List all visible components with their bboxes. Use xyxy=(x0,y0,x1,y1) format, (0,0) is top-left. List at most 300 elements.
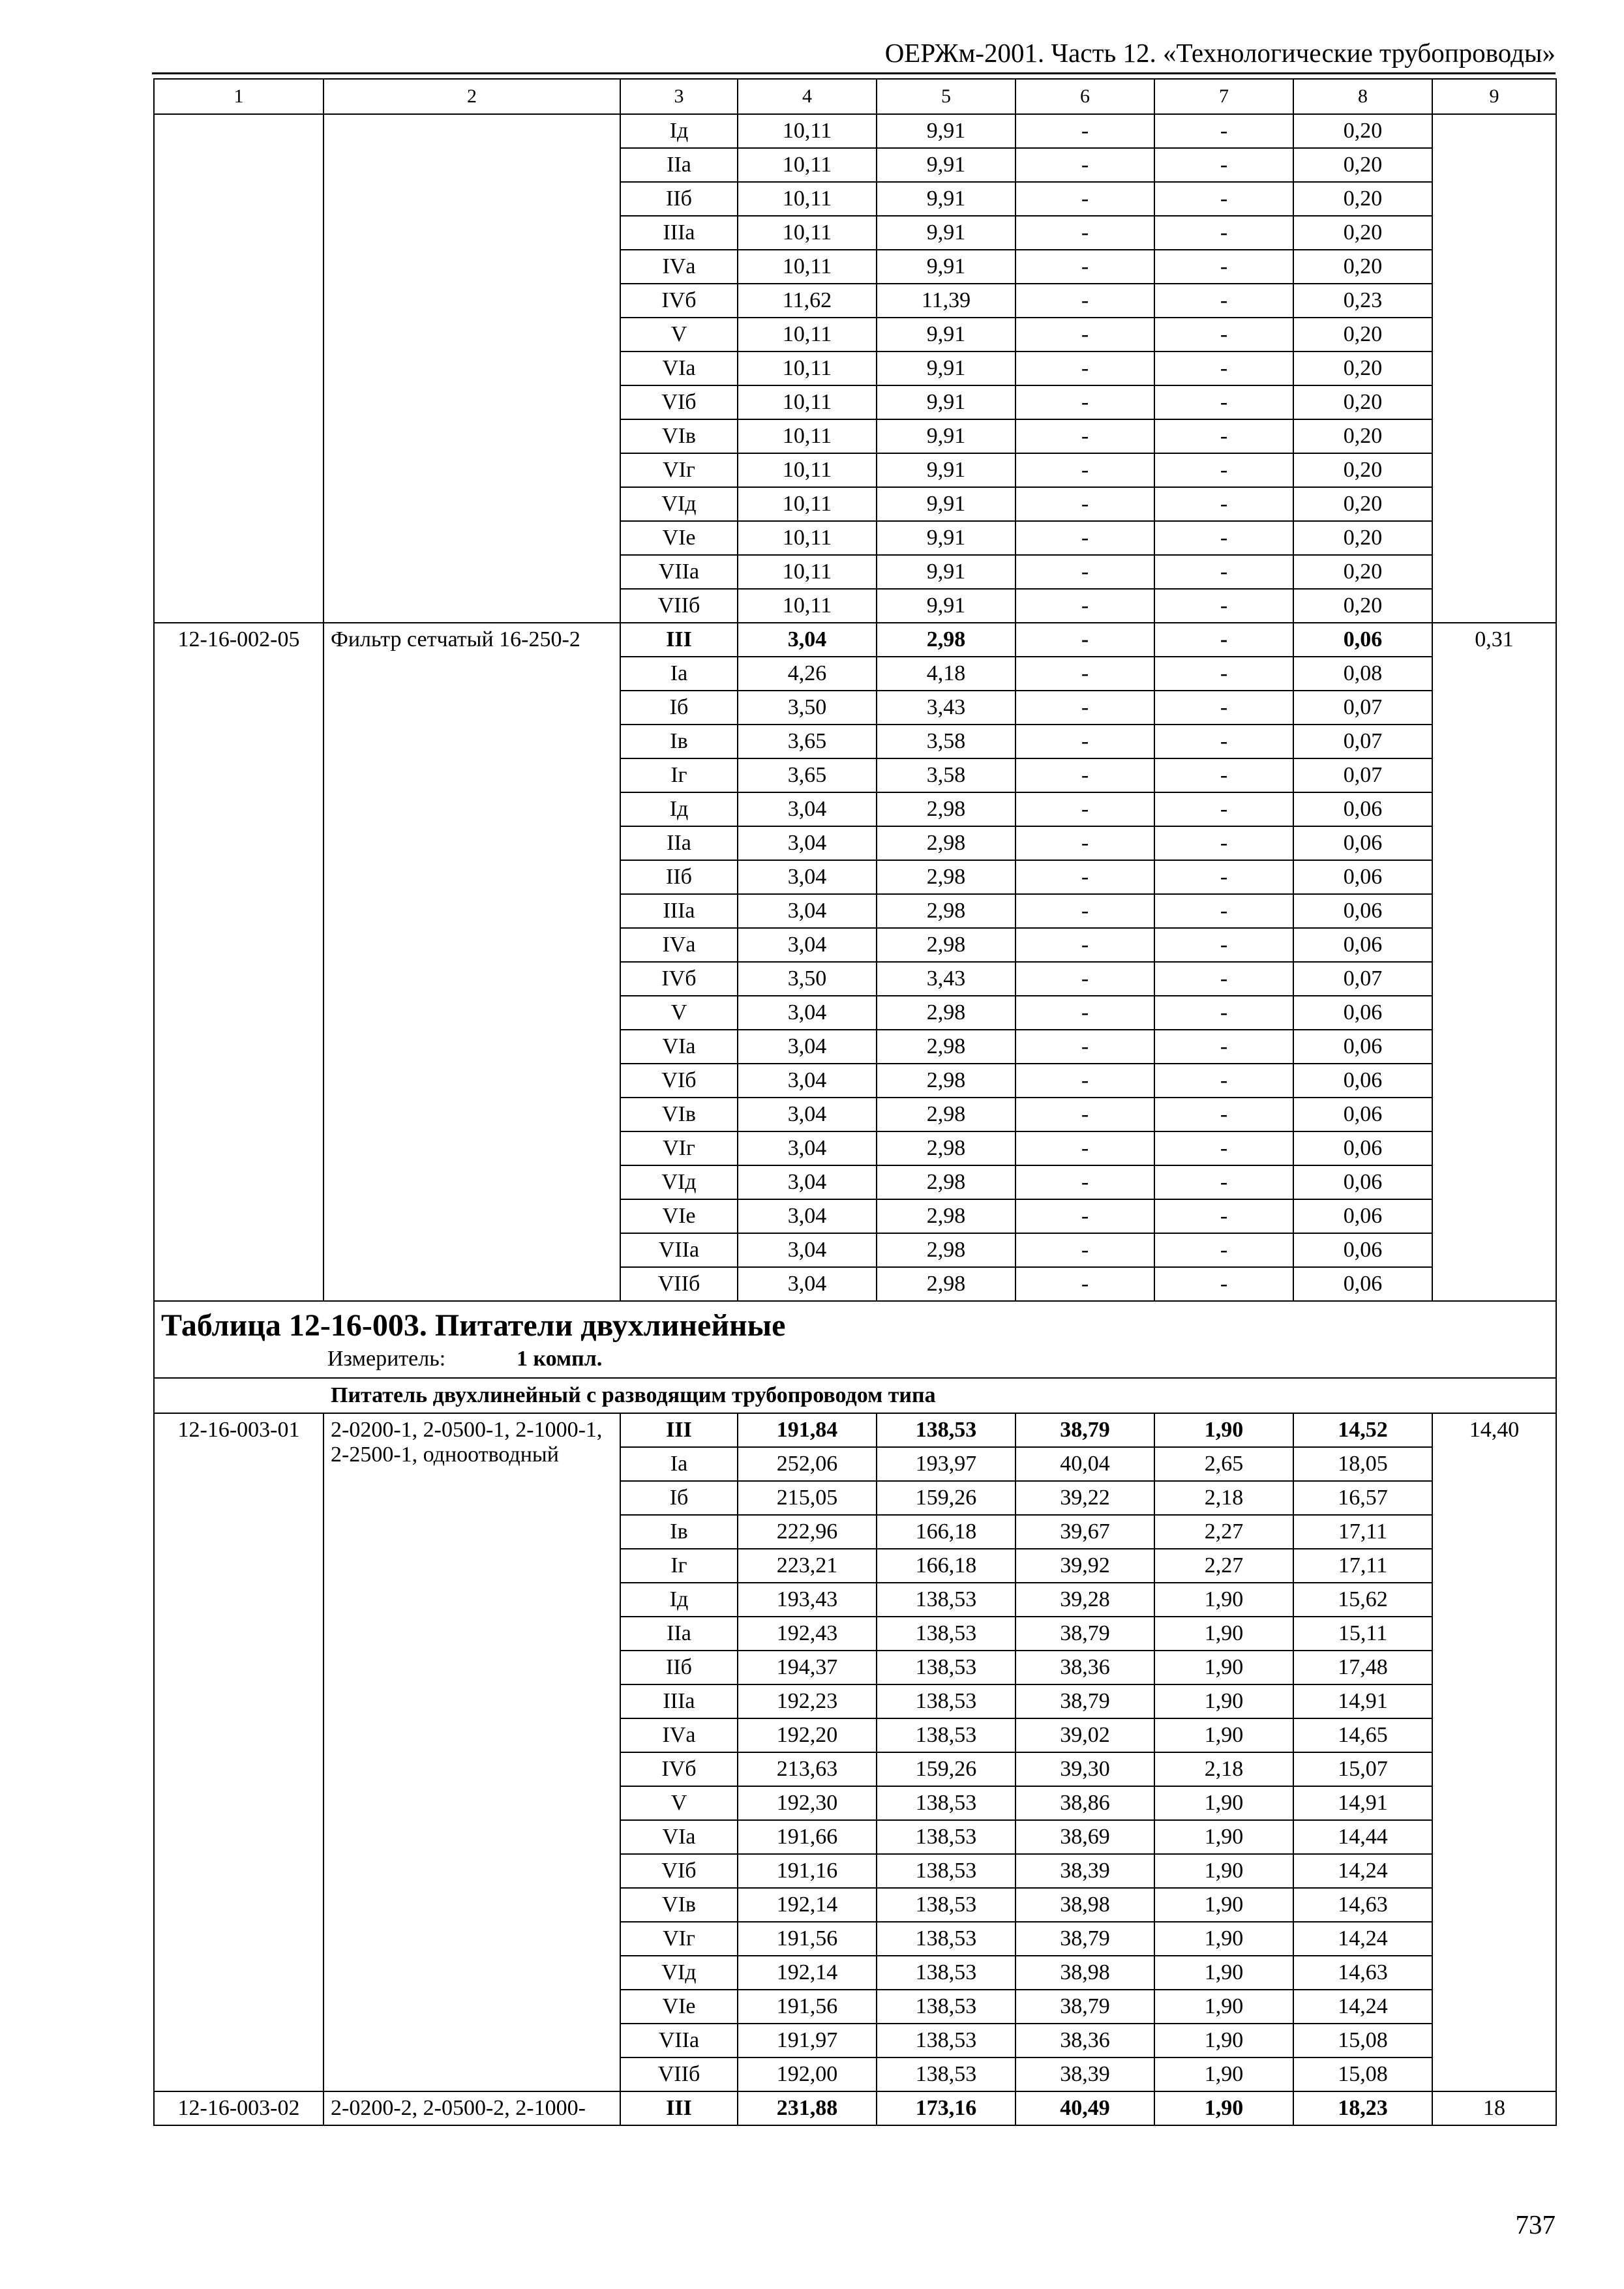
value-cell: 9,91 xyxy=(877,114,1015,148)
value-cell: 39,22 xyxy=(1015,1481,1154,1515)
subheading-row xyxy=(154,1378,1556,1413)
value-cell: 38,98 xyxy=(1015,1888,1154,1922)
value-cell: - xyxy=(1015,1199,1154,1233)
measure-line xyxy=(155,1343,1556,1377)
value-cell: - xyxy=(1015,962,1154,996)
value-cell: 2,18 xyxy=(1154,1481,1293,1515)
value-cell: - xyxy=(1154,1064,1293,1098)
table-heading-row xyxy=(154,1301,1556,1378)
value-cell: 1,90 xyxy=(1154,1854,1293,1888)
value-cell: - xyxy=(1015,487,1154,521)
value-cell: VIб xyxy=(620,385,738,419)
value-cell: VIа xyxy=(620,352,738,385)
value-cell: 14,91 xyxy=(1293,1684,1432,1718)
value-cell: IVа xyxy=(620,1718,738,1752)
value-cell: 10,11 xyxy=(738,487,877,521)
value-cell: 138,53 xyxy=(877,1786,1015,1820)
value-cell: 3,04 xyxy=(738,894,877,928)
item-name: 2-0200-1, 2-0500-1, 2-1000-1, 2-2500-1, одноотводный xyxy=(323,1413,620,2091)
total-cell: 14,40 xyxy=(1432,1413,1556,2091)
value-cell: 14,24 xyxy=(1293,1990,1432,2024)
value-cell: 9,91 xyxy=(877,521,1015,555)
value-cell: 14,63 xyxy=(1293,1888,1432,1922)
value-cell: Iд xyxy=(620,792,738,826)
value-cell: 138,53 xyxy=(877,1854,1015,1888)
value-cell: IVб xyxy=(620,1752,738,1786)
value-cell: 16,57 xyxy=(1293,1481,1432,1515)
value-cell: 138,53 xyxy=(877,1956,1015,1990)
value-cell: V xyxy=(620,318,738,352)
value-cell: 0,20 xyxy=(1293,352,1432,385)
value-cell: 192,14 xyxy=(738,1956,877,1990)
value-cell: - xyxy=(1154,1131,1293,1165)
value-cell: VIа xyxy=(620,1820,738,1854)
value-cell: - xyxy=(1154,1199,1293,1233)
value-cell: - xyxy=(1015,182,1154,216)
value-cell: - xyxy=(1154,1030,1293,1064)
value-cell: 1,90 xyxy=(1154,2091,1293,2125)
value-cell: 2,98 xyxy=(877,1267,1015,1301)
value-cell: - xyxy=(1015,928,1154,962)
value-cell: 2,98 xyxy=(877,928,1015,962)
value-cell: 15,62 xyxy=(1293,1583,1432,1617)
value-cell: 11,62 xyxy=(738,284,877,318)
value-cell: 3,04 xyxy=(738,1030,877,1064)
value-cell: 17,48 xyxy=(1293,1651,1432,1684)
value-cell: - xyxy=(1154,216,1293,250)
value-cell: 2,98 xyxy=(877,1030,1015,1064)
value-cell: - xyxy=(1015,148,1154,182)
value-cell: 10,11 xyxy=(738,589,877,623)
value-cell: 1,90 xyxy=(1154,1786,1293,1820)
value-cell: 0,06 xyxy=(1293,826,1432,860)
value-cell: Iд xyxy=(620,1583,738,1617)
value-cell: 1,90 xyxy=(1154,1617,1293,1651)
value-cell: VIд xyxy=(620,1165,738,1199)
value-cell: 0,06 xyxy=(1293,894,1432,928)
value-cell: - xyxy=(1015,114,1154,148)
value-cell: - xyxy=(1154,555,1293,589)
value-cell: 1,90 xyxy=(1154,1583,1293,1617)
value-cell: 39,67 xyxy=(1015,1515,1154,1549)
value-cell: 3,65 xyxy=(738,725,877,758)
value-cell: IIб xyxy=(620,860,738,894)
value-cell: 38,79 xyxy=(1015,1617,1154,1651)
value-cell: 2,98 xyxy=(877,1131,1015,1165)
value-cell: 38,79 xyxy=(1015,1990,1154,2024)
value-cell: 4,26 xyxy=(738,657,877,691)
subheading: Питатель двухлинейный с разводящим трубопроводом типа xyxy=(154,1378,1556,1413)
value-cell: Iв xyxy=(620,725,738,758)
value-cell: - xyxy=(1154,1165,1293,1199)
col-num: 3 xyxy=(620,79,738,114)
column-number-row xyxy=(154,79,1556,114)
value-cell: 9,91 xyxy=(877,182,1015,216)
value-cell: 1,90 xyxy=(1154,1718,1293,1752)
value-cell: 15,08 xyxy=(1293,2057,1432,2091)
value-cell: Iб xyxy=(620,1481,738,1515)
value-cell: 3,43 xyxy=(877,962,1015,996)
value-cell: IIа xyxy=(620,826,738,860)
value-cell: V xyxy=(620,1786,738,1820)
value-cell: - xyxy=(1015,792,1154,826)
item-name: 2-0200-2, 2-0500-2, 2-1000- xyxy=(323,2091,620,2125)
value-cell: VIIа xyxy=(620,555,738,589)
value-cell: 0,06 xyxy=(1293,928,1432,962)
value-cell: 1,90 xyxy=(1154,1990,1293,2024)
item-name xyxy=(323,114,620,623)
value-cell: 3,04 xyxy=(738,792,877,826)
value-cell: 0,06 xyxy=(1293,792,1432,826)
value-cell: IIIа xyxy=(620,216,738,250)
value-cell: 38,79 xyxy=(1015,1684,1154,1718)
value-cell: - xyxy=(1015,250,1154,284)
value-cell: 10,11 xyxy=(738,114,877,148)
value-cell: - xyxy=(1015,1233,1154,1267)
value-cell: III xyxy=(620,1413,738,1447)
value-cell: VIг xyxy=(620,1922,738,1956)
value-cell: 2,98 xyxy=(877,1165,1015,1199)
value-cell: 2,65 xyxy=(1154,1447,1293,1481)
value-cell: 9,91 xyxy=(877,148,1015,182)
value-cell: VIIа xyxy=(620,2024,738,2057)
value-cell: 2,98 xyxy=(877,1098,1015,1131)
value-cell: 3,04 xyxy=(738,1233,877,1267)
value-cell: 2,98 xyxy=(877,860,1015,894)
col-num: 1 xyxy=(154,79,323,114)
value-cell: VIIа xyxy=(620,1233,738,1267)
value-cell: 159,26 xyxy=(877,1752,1015,1786)
item-code: 12-16-003-02 xyxy=(154,2091,323,2125)
value-cell: 192,14 xyxy=(738,1888,877,1922)
value-cell: - xyxy=(1154,284,1293,318)
value-cell: - xyxy=(1154,453,1293,487)
value-cell: 0,20 xyxy=(1293,521,1432,555)
value-cell: 3,65 xyxy=(738,758,877,792)
value-cell: 38,98 xyxy=(1015,1956,1154,1990)
value-cell: 39,28 xyxy=(1015,1583,1154,1617)
total-cell: 18 xyxy=(1432,2091,1556,2125)
value-cell: 9,91 xyxy=(877,453,1015,487)
value-cell: - xyxy=(1154,691,1293,725)
value-cell: VIб xyxy=(620,1854,738,1888)
value-cell: 40,49 xyxy=(1015,2091,1154,2125)
table-row xyxy=(154,623,1556,657)
value-cell: - xyxy=(1154,1233,1293,1267)
value-cell: 3,04 xyxy=(738,826,877,860)
value-cell: 17,11 xyxy=(1293,1515,1432,1549)
value-cell: 2,98 xyxy=(877,996,1015,1030)
value-cell: 10,11 xyxy=(738,148,877,182)
value-cell: 14,24 xyxy=(1293,1922,1432,1956)
value-cell: 3,50 xyxy=(738,691,877,725)
value-cell: 138,53 xyxy=(877,1888,1015,1922)
value-cell: 193,43 xyxy=(738,1583,877,1617)
value-cell: - xyxy=(1015,1131,1154,1165)
value-cell: 14,44 xyxy=(1293,1820,1432,1854)
col-num: 8 xyxy=(1293,79,1432,114)
value-cell: III xyxy=(620,623,738,657)
value-cell: 17,11 xyxy=(1293,1549,1432,1583)
value-cell: 252,06 xyxy=(738,1447,877,1481)
value-cell: 0,20 xyxy=(1293,555,1432,589)
value-cell: 18,23 xyxy=(1293,2091,1432,2125)
value-cell: 38,79 xyxy=(1015,1922,1154,1956)
value-cell: 3,04 xyxy=(738,1267,877,1301)
value-cell: 0,06 xyxy=(1293,1233,1432,1267)
header-rule xyxy=(152,72,1556,74)
value-cell: 1,90 xyxy=(1154,1684,1293,1718)
value-cell: 38,36 xyxy=(1015,1651,1154,1684)
value-cell: 9,91 xyxy=(877,487,1015,521)
value-cell: IVб xyxy=(620,962,738,996)
value-cell: IIIа xyxy=(620,1684,738,1718)
value-cell: 3,04 xyxy=(738,928,877,962)
value-cell: 0,07 xyxy=(1293,725,1432,758)
value-cell: Iг xyxy=(620,1549,738,1583)
value-cell: 1,90 xyxy=(1154,2057,1293,2091)
value-cell: - xyxy=(1015,1064,1154,1098)
value-cell: 0,06 xyxy=(1293,1199,1432,1233)
value-cell: 0,06 xyxy=(1293,996,1432,1030)
value-cell: - xyxy=(1154,318,1293,352)
value-cell: - xyxy=(1015,894,1154,928)
value-cell: 3,04 xyxy=(738,1165,877,1199)
value-cell: 191,97 xyxy=(738,2024,877,2057)
value-cell: - xyxy=(1154,792,1293,826)
value-cell: 231,88 xyxy=(738,2091,877,2125)
value-cell: - xyxy=(1015,1165,1154,1199)
value-cell: 1,90 xyxy=(1154,1413,1293,1447)
value-cell: 194,37 xyxy=(738,1651,877,1684)
value-cell: - xyxy=(1154,385,1293,419)
running-header: ОЕРЖм-2001. Часть 12. «Технологические трубопроводы» xyxy=(884,38,1556,68)
value-cell: - xyxy=(1015,284,1154,318)
value-cell: - xyxy=(1154,148,1293,182)
table-row xyxy=(154,114,1556,148)
value-cell: VIд xyxy=(620,487,738,521)
value-cell: 138,53 xyxy=(877,2057,1015,2091)
value-cell: 14,91 xyxy=(1293,1786,1432,1820)
value-cell: 14,24 xyxy=(1293,1854,1432,1888)
value-cell: - xyxy=(1015,623,1154,657)
value-cell: 10,11 xyxy=(738,521,877,555)
value-cell: 159,26 xyxy=(877,1481,1015,1515)
value-cell: 138,53 xyxy=(877,1718,1015,1752)
value-cell: - xyxy=(1154,250,1293,284)
value-cell: - xyxy=(1154,928,1293,962)
value-cell: 3,04 xyxy=(738,623,877,657)
value-cell: 0,20 xyxy=(1293,419,1432,453)
value-cell: - xyxy=(1154,114,1293,148)
value-cell: - xyxy=(1015,657,1154,691)
value-cell: 9,91 xyxy=(877,318,1015,352)
table-row xyxy=(154,2091,1556,2125)
value-cell: - xyxy=(1015,555,1154,589)
value-cell: 9,91 xyxy=(877,352,1015,385)
value-cell: Iа xyxy=(620,1447,738,1481)
value-cell: - xyxy=(1015,589,1154,623)
value-cell: 0,06 xyxy=(1293,860,1432,894)
value-cell: Iв xyxy=(620,1515,738,1549)
value-cell: 1,90 xyxy=(1154,1922,1293,1956)
value-cell: 191,66 xyxy=(738,1820,877,1854)
value-cell: 14,63 xyxy=(1293,1956,1432,1990)
value-cell: 3,58 xyxy=(877,725,1015,758)
value-cell: 3,04 xyxy=(738,1199,877,1233)
value-cell: 9,91 xyxy=(877,385,1015,419)
value-cell: - xyxy=(1015,352,1154,385)
value-cell: - xyxy=(1015,860,1154,894)
value-cell: 138,53 xyxy=(877,1922,1015,1956)
value-cell: - xyxy=(1154,962,1293,996)
table-body xyxy=(154,79,1556,2125)
value-cell: - xyxy=(1154,826,1293,860)
value-cell: 138,53 xyxy=(877,1583,1015,1617)
value-cell: 0,06 xyxy=(1293,1267,1432,1301)
value-cell: - xyxy=(1015,1267,1154,1301)
value-cell: 0,20 xyxy=(1293,589,1432,623)
value-cell: 191,84 xyxy=(738,1413,877,1447)
table-heading xyxy=(154,1301,1556,1378)
value-cell: 0,06 xyxy=(1293,1165,1432,1199)
page-number: 737 xyxy=(1515,2209,1556,2239)
value-cell: 192,00 xyxy=(738,2057,877,2091)
value-cell: 38,36 xyxy=(1015,2024,1154,2057)
value-cell: 14,65 xyxy=(1293,1718,1432,1752)
value-cell: 0,20 xyxy=(1293,487,1432,521)
value-cell: - xyxy=(1154,996,1293,1030)
value-cell: 9,91 xyxy=(877,216,1015,250)
col-num: 6 xyxy=(1015,79,1154,114)
value-cell: 222,96 xyxy=(738,1515,877,1549)
value-cell: 1,90 xyxy=(1154,1651,1293,1684)
value-cell: - xyxy=(1154,521,1293,555)
col-num: 9 xyxy=(1432,79,1556,114)
value-cell: 0,20 xyxy=(1293,385,1432,419)
value-cell: 192,20 xyxy=(738,1718,877,1752)
value-cell: 39,92 xyxy=(1015,1549,1154,1583)
value-cell: 2,98 xyxy=(877,1064,1015,1098)
value-cell: 0,20 xyxy=(1293,114,1432,148)
value-cell: 2,98 xyxy=(877,1199,1015,1233)
value-cell: 193,97 xyxy=(877,1447,1015,1481)
value-cell: - xyxy=(1015,1098,1154,1131)
value-cell: VIIб xyxy=(620,2057,738,2091)
value-cell: VIв xyxy=(620,419,738,453)
value-cell: IIб xyxy=(620,182,738,216)
item-name: Фильтр сетчатый 16-250-2 xyxy=(323,623,620,1301)
value-cell: 0,06 xyxy=(1293,623,1432,657)
value-cell: 10,11 xyxy=(738,250,877,284)
value-cell: - xyxy=(1154,894,1293,928)
value-cell: 0,20 xyxy=(1293,148,1432,182)
value-cell: - xyxy=(1015,521,1154,555)
value-cell: - xyxy=(1154,758,1293,792)
value-cell: 191,16 xyxy=(738,1854,877,1888)
value-cell: 10,11 xyxy=(738,385,877,419)
value-cell: - xyxy=(1015,691,1154,725)
value-cell: - xyxy=(1015,996,1154,1030)
value-cell: 223,21 xyxy=(738,1549,877,1583)
value-cell: - xyxy=(1154,352,1293,385)
value-cell: 0,07 xyxy=(1293,758,1432,792)
value-cell: 15,11 xyxy=(1293,1617,1432,1651)
measure-value: 1 компл. xyxy=(517,1347,603,1371)
value-cell: IVа xyxy=(620,250,738,284)
value-cell: IIб xyxy=(620,1651,738,1684)
value-cell: IIIа xyxy=(620,894,738,928)
value-cell: 2,98 xyxy=(877,894,1015,928)
value-cell: 3,04 xyxy=(738,1064,877,1098)
value-cell: - xyxy=(1015,453,1154,487)
value-cell: VIе xyxy=(620,1990,738,2024)
value-cell: 166,18 xyxy=(877,1549,1015,1583)
value-cell: 9,91 xyxy=(877,589,1015,623)
value-cell: 9,91 xyxy=(877,250,1015,284)
value-cell: VIе xyxy=(620,521,738,555)
value-cell: VIв xyxy=(620,1888,738,1922)
value-cell: VIб xyxy=(620,1064,738,1098)
item-code: 12-16-002-05 xyxy=(154,623,323,1301)
value-cell: 166,18 xyxy=(877,1515,1015,1549)
value-cell: 3,50 xyxy=(738,962,877,996)
total-cell xyxy=(1432,114,1556,623)
value-cell: 1,90 xyxy=(1154,1820,1293,1854)
value-cell: 2,27 xyxy=(1154,1515,1293,1549)
value-cell: 213,63 xyxy=(738,1752,877,1786)
value-cell: 191,56 xyxy=(738,1990,877,2024)
value-cell: 138,53 xyxy=(877,1990,1015,2024)
value-cell: - xyxy=(1015,419,1154,453)
value-cell: - xyxy=(1154,725,1293,758)
value-cell: 38,79 xyxy=(1015,1413,1154,1447)
value-cell: IVа xyxy=(620,928,738,962)
value-cell: 215,05 xyxy=(738,1481,877,1515)
value-cell: 0,07 xyxy=(1293,691,1432,725)
value-cell: VIд xyxy=(620,1956,738,1990)
value-cell: 0,06 xyxy=(1293,1064,1432,1098)
value-cell: 10,11 xyxy=(738,182,877,216)
value-cell: 10,11 xyxy=(738,216,877,250)
value-cell: 0,23 xyxy=(1293,284,1432,318)
value-cell: 4,18 xyxy=(877,657,1015,691)
value-cell: 0,06 xyxy=(1293,1030,1432,1064)
col-num: 2 xyxy=(323,79,620,114)
value-cell: - xyxy=(1154,589,1293,623)
value-cell: 3,58 xyxy=(877,758,1015,792)
value-cell: 2,27 xyxy=(1154,1549,1293,1583)
value-cell: 0,20 xyxy=(1293,216,1432,250)
value-cell: - xyxy=(1154,1098,1293,1131)
table-row xyxy=(154,1413,1556,1447)
value-cell: 0,08 xyxy=(1293,657,1432,691)
value-cell: VIIб xyxy=(620,589,738,623)
value-cell: Iб xyxy=(620,691,738,725)
value-cell: 0,07 xyxy=(1293,962,1432,996)
value-cell: 39,30 xyxy=(1015,1752,1154,1786)
value-cell: - xyxy=(1015,1030,1154,1064)
value-cell: 9,91 xyxy=(877,555,1015,589)
value-cell: Iд xyxy=(620,114,738,148)
value-cell: VIа xyxy=(620,1030,738,1064)
value-cell: 0,20 xyxy=(1293,453,1432,487)
value-cell: 10,11 xyxy=(738,419,877,453)
value-cell: 2,98 xyxy=(877,623,1015,657)
value-cell: 9,91 xyxy=(877,419,1015,453)
value-cell: 10,11 xyxy=(738,453,877,487)
value-cell: 14,52 xyxy=(1293,1413,1432,1447)
